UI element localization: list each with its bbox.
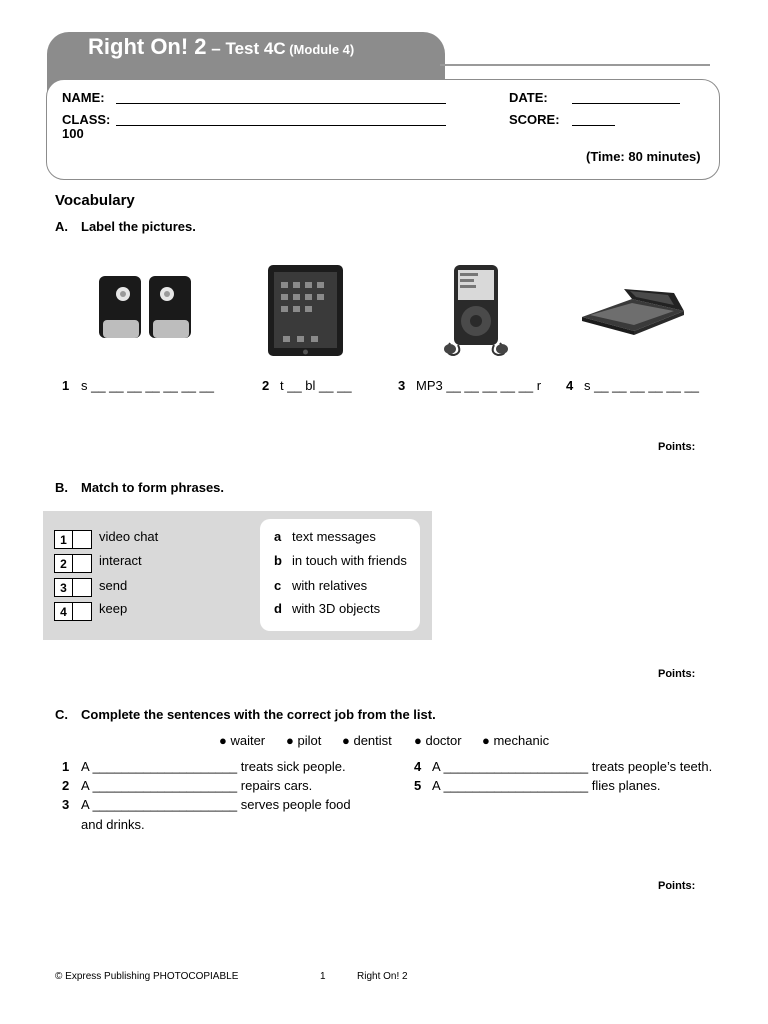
name-field[interactable] [116, 103, 446, 104]
class-label: CLASS: [62, 112, 111, 127]
picture-answer-2[interactable]: t __ bl __ __ [280, 378, 352, 393]
name-label: NAME: [62, 90, 105, 105]
section-c-letter: C. [55, 707, 68, 722]
section-b-instruction: Match to form phrases. [81, 480, 225, 495]
score-label: SCORE: [509, 112, 560, 127]
scanner-picture [578, 287, 688, 337]
match-phrase-3: send [99, 578, 128, 593]
match-phrase-1: video chat [99, 529, 159, 544]
section-b-letter: B. [55, 480, 68, 495]
section-a-instruction: Label the pictures. [81, 219, 196, 234]
footer-page-number: 1 [320, 971, 326, 982]
option-letter-a: a [274, 529, 282, 544]
time-limit: (Time: 80 minutes) [586, 149, 701, 164]
sentence-1[interactable]: A ____________________ treats sick people. [81, 759, 346, 774]
date-field[interactable] [572, 103, 680, 104]
match-phrase-2: interact [99, 553, 142, 568]
match-answer-box-1[interactable] [54, 530, 92, 549]
picture-num-1: 1 [62, 378, 70, 393]
sentence-4[interactable]: A ____________________ treats people’s teeth. [432, 759, 713, 774]
match-answer-box-4[interactable] [54, 602, 92, 621]
section-c-instruction: Complete the sentences with the correct job from the list. [81, 707, 436, 722]
word-list-item-1: ● waiter [219, 733, 266, 748]
section-c-points: Points: [658, 880, 696, 892]
section-a-letter: A. [55, 219, 68, 234]
footer-copyright: © Express Publishing PHOTOCOPIABLE [55, 971, 239, 982]
option-text-d: with 3D objects [292, 601, 381, 616]
word-list-item-4: ● doctor [414, 733, 462, 748]
sentence-num-1: 1 [62, 759, 70, 774]
word-list-item-3: ● dentist [342, 733, 392, 748]
score-field[interactable] [572, 125, 615, 126]
mp3-player-picture [440, 263, 512, 359]
option-text-c: with relatives [292, 578, 368, 593]
option-letter-b: b [274, 553, 282, 568]
sentence-num-3: 3 [62, 797, 70, 812]
score-total: 100 [62, 126, 84, 141]
picture-num-3: 3 [398, 378, 406, 393]
match-phrase-4: keep [99, 601, 128, 616]
match-num-1: 1 [55, 531, 73, 548]
sentence-3[interactable]: A ____________________ serves people food [81, 797, 351, 812]
picture-answer-3[interactable]: MP3 __ __ __ __ __ r [416, 378, 542, 393]
vocabulary-heading: Vocabulary [55, 192, 135, 209]
section-b-points: Points: [658, 668, 696, 680]
page-title [88, 34, 354, 60]
match-num-4: 4 [55, 603, 73, 620]
option-letter-c: c [274, 578, 282, 593]
option-text-a: text messages [292, 529, 376, 544]
title-divider [440, 64, 710, 66]
sentence-num-2: 2 [62, 778, 70, 793]
match-num-3: 3 [55, 579, 73, 596]
tablet-picture [267, 264, 344, 357]
word-list-item-5: ● mechanic [482, 733, 550, 748]
sentence-num-5: 5 [414, 778, 422, 793]
title-module: (Module 4) [285, 42, 355, 57]
sentence-5[interactable]: A ____________________ flies planes. [432, 778, 661, 793]
word-list-item-2: ● pilot [286, 733, 322, 748]
section-a-points: Points: [658, 441, 696, 453]
picture-num-4: 4 [566, 378, 574, 393]
option-letter-d: d [274, 601, 282, 616]
match-answer-box-3[interactable] [54, 578, 92, 597]
sentence-3-continuation: and drinks. [81, 817, 145, 832]
sentence-num-4: 4 [414, 759, 422, 774]
option-text-b: in touch with friends [292, 553, 407, 568]
match-num-2: 2 [55, 555, 73, 572]
match-answer-box-2[interactable] [54, 554, 92, 573]
footer-book-title: Right On! 2 [357, 971, 408, 982]
picture-num-2: 2 [262, 378, 270, 393]
picture-answer-4[interactable]: s __ __ __ __ __ __ [584, 378, 699, 393]
student-info-box [46, 79, 720, 180]
title-main: Right On! 2 [88, 34, 207, 59]
speakers-picture [95, 270, 199, 344]
title-test: – Test 4C [206, 39, 286, 58]
class-field[interactable] [116, 125, 446, 126]
sentence-2[interactable]: A ____________________ repairs cars. [81, 778, 313, 793]
date-label: DATE: [509, 90, 548, 105]
picture-answer-1[interactable]: s __ __ __ __ __ __ __ [81, 378, 215, 393]
